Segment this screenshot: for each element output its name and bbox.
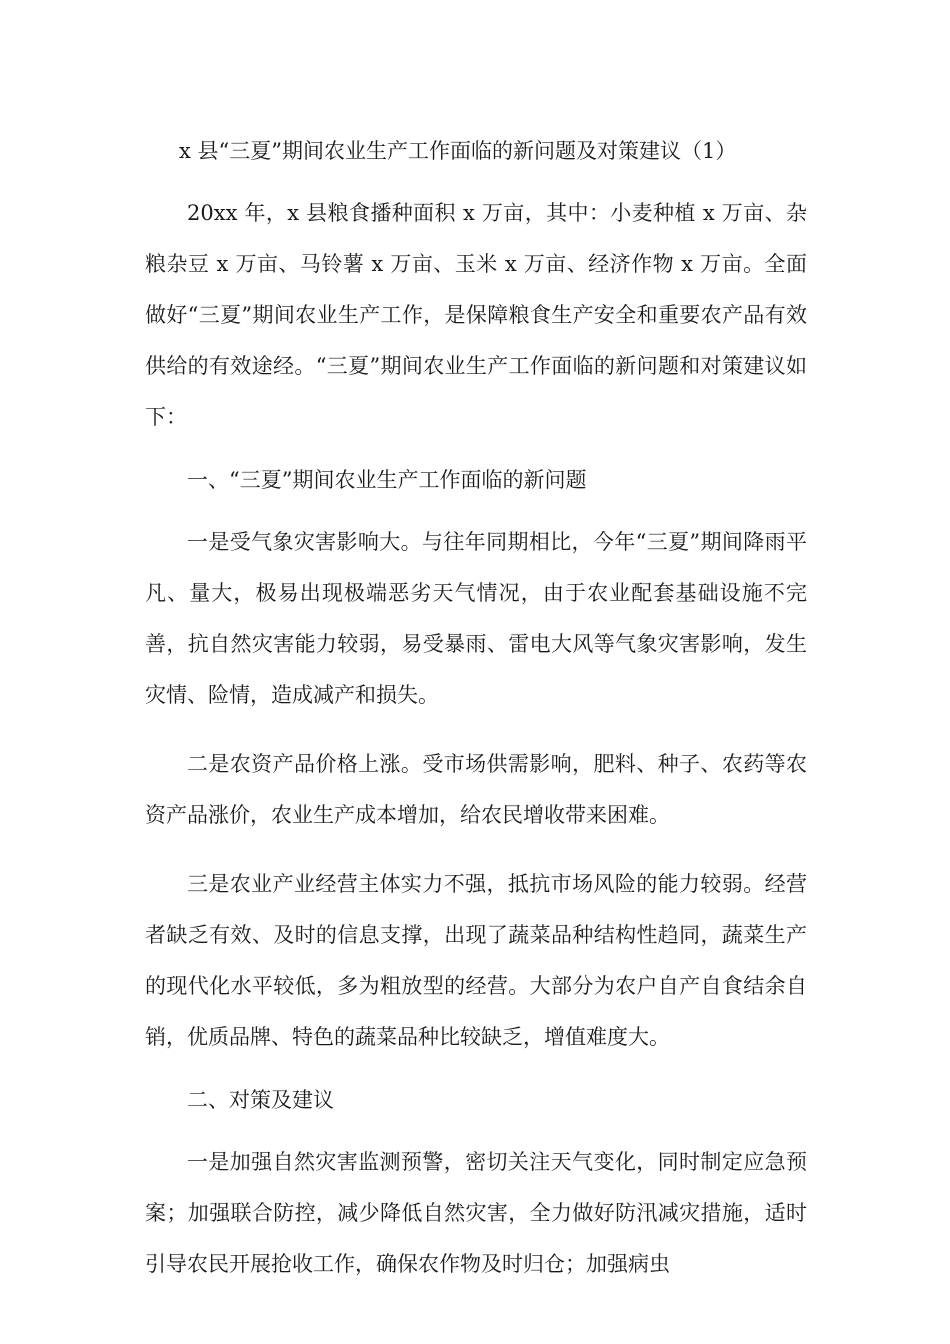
- problem-paragraph-1: 一是受气象灾害影响大。与往年同期相比，今年“三夏”期间降雨平凡、量大，极易出现极端恶劣天气情况，由于农业配套基础设施不完善，抗自然灾害能力较弱，易受暴雨、雷电大风等气象灾害影响，发生灾情、险情，造成减产和损失。: [145, 530, 807, 707]
- section-heading-problems: 一、“三夏”期间农业生产工作面临的新问题: [187, 468, 587, 492]
- intro-paragraph: 20xx 年，x 县粮食播种面积 x 万亩，其中：小麦种植 x 万亩、杂粮杂豆 x 万亩、马铃薯 x 万亩、玉米 x 万亩、经济作物 x 万亩。全面做好“三夏”期间农业生产工作，是保障粮食生产安全和重要农产品有效供给的有效途经。“三夏”期间农业生产工作面临的新问题和对策建议如下：: [145, 201, 807, 429]
- suggestion-paragraph-1: 一是加强自然灾害监测预警，密切关注天气变化，同时制定应急预案；加强联合防控，减少降低自然灾害，全力做好防汛减灾措施，适时引导农民开展抢收工作，确保农作物及时归仓；加强病虫: [145, 1150, 807, 1276]
- problem-paragraph-3: 三是农业产业经营主体实力不强，抵抗市场风险的能力较弱。经营者缺乏有效、及时的信息支撑，出现了蔬菜品种结构性趋同，蔬菜生产的现代化水平较低，多为粗放型的经营。大部分为农户自产自食结余自销，优质品牌、特色的蔬菜品种比较缺乏，增值难度大。: [145, 872, 807, 1049]
- section-heading-suggestions: 二、对策及建议: [187, 1088, 334, 1112]
- problem-paragraph-2: 二是农资产品价格上涨。受市场供需影响，肥料、种子、农药等农资产品涨价，农业生产成本增加，给农民增收带来困难。: [145, 752, 807, 827]
- document-title: x 县“三夏”期间农业生产工作面临的新问题及对策建议（1）: [179, 139, 737, 163]
- document-page: [145, 132, 807, 1308]
